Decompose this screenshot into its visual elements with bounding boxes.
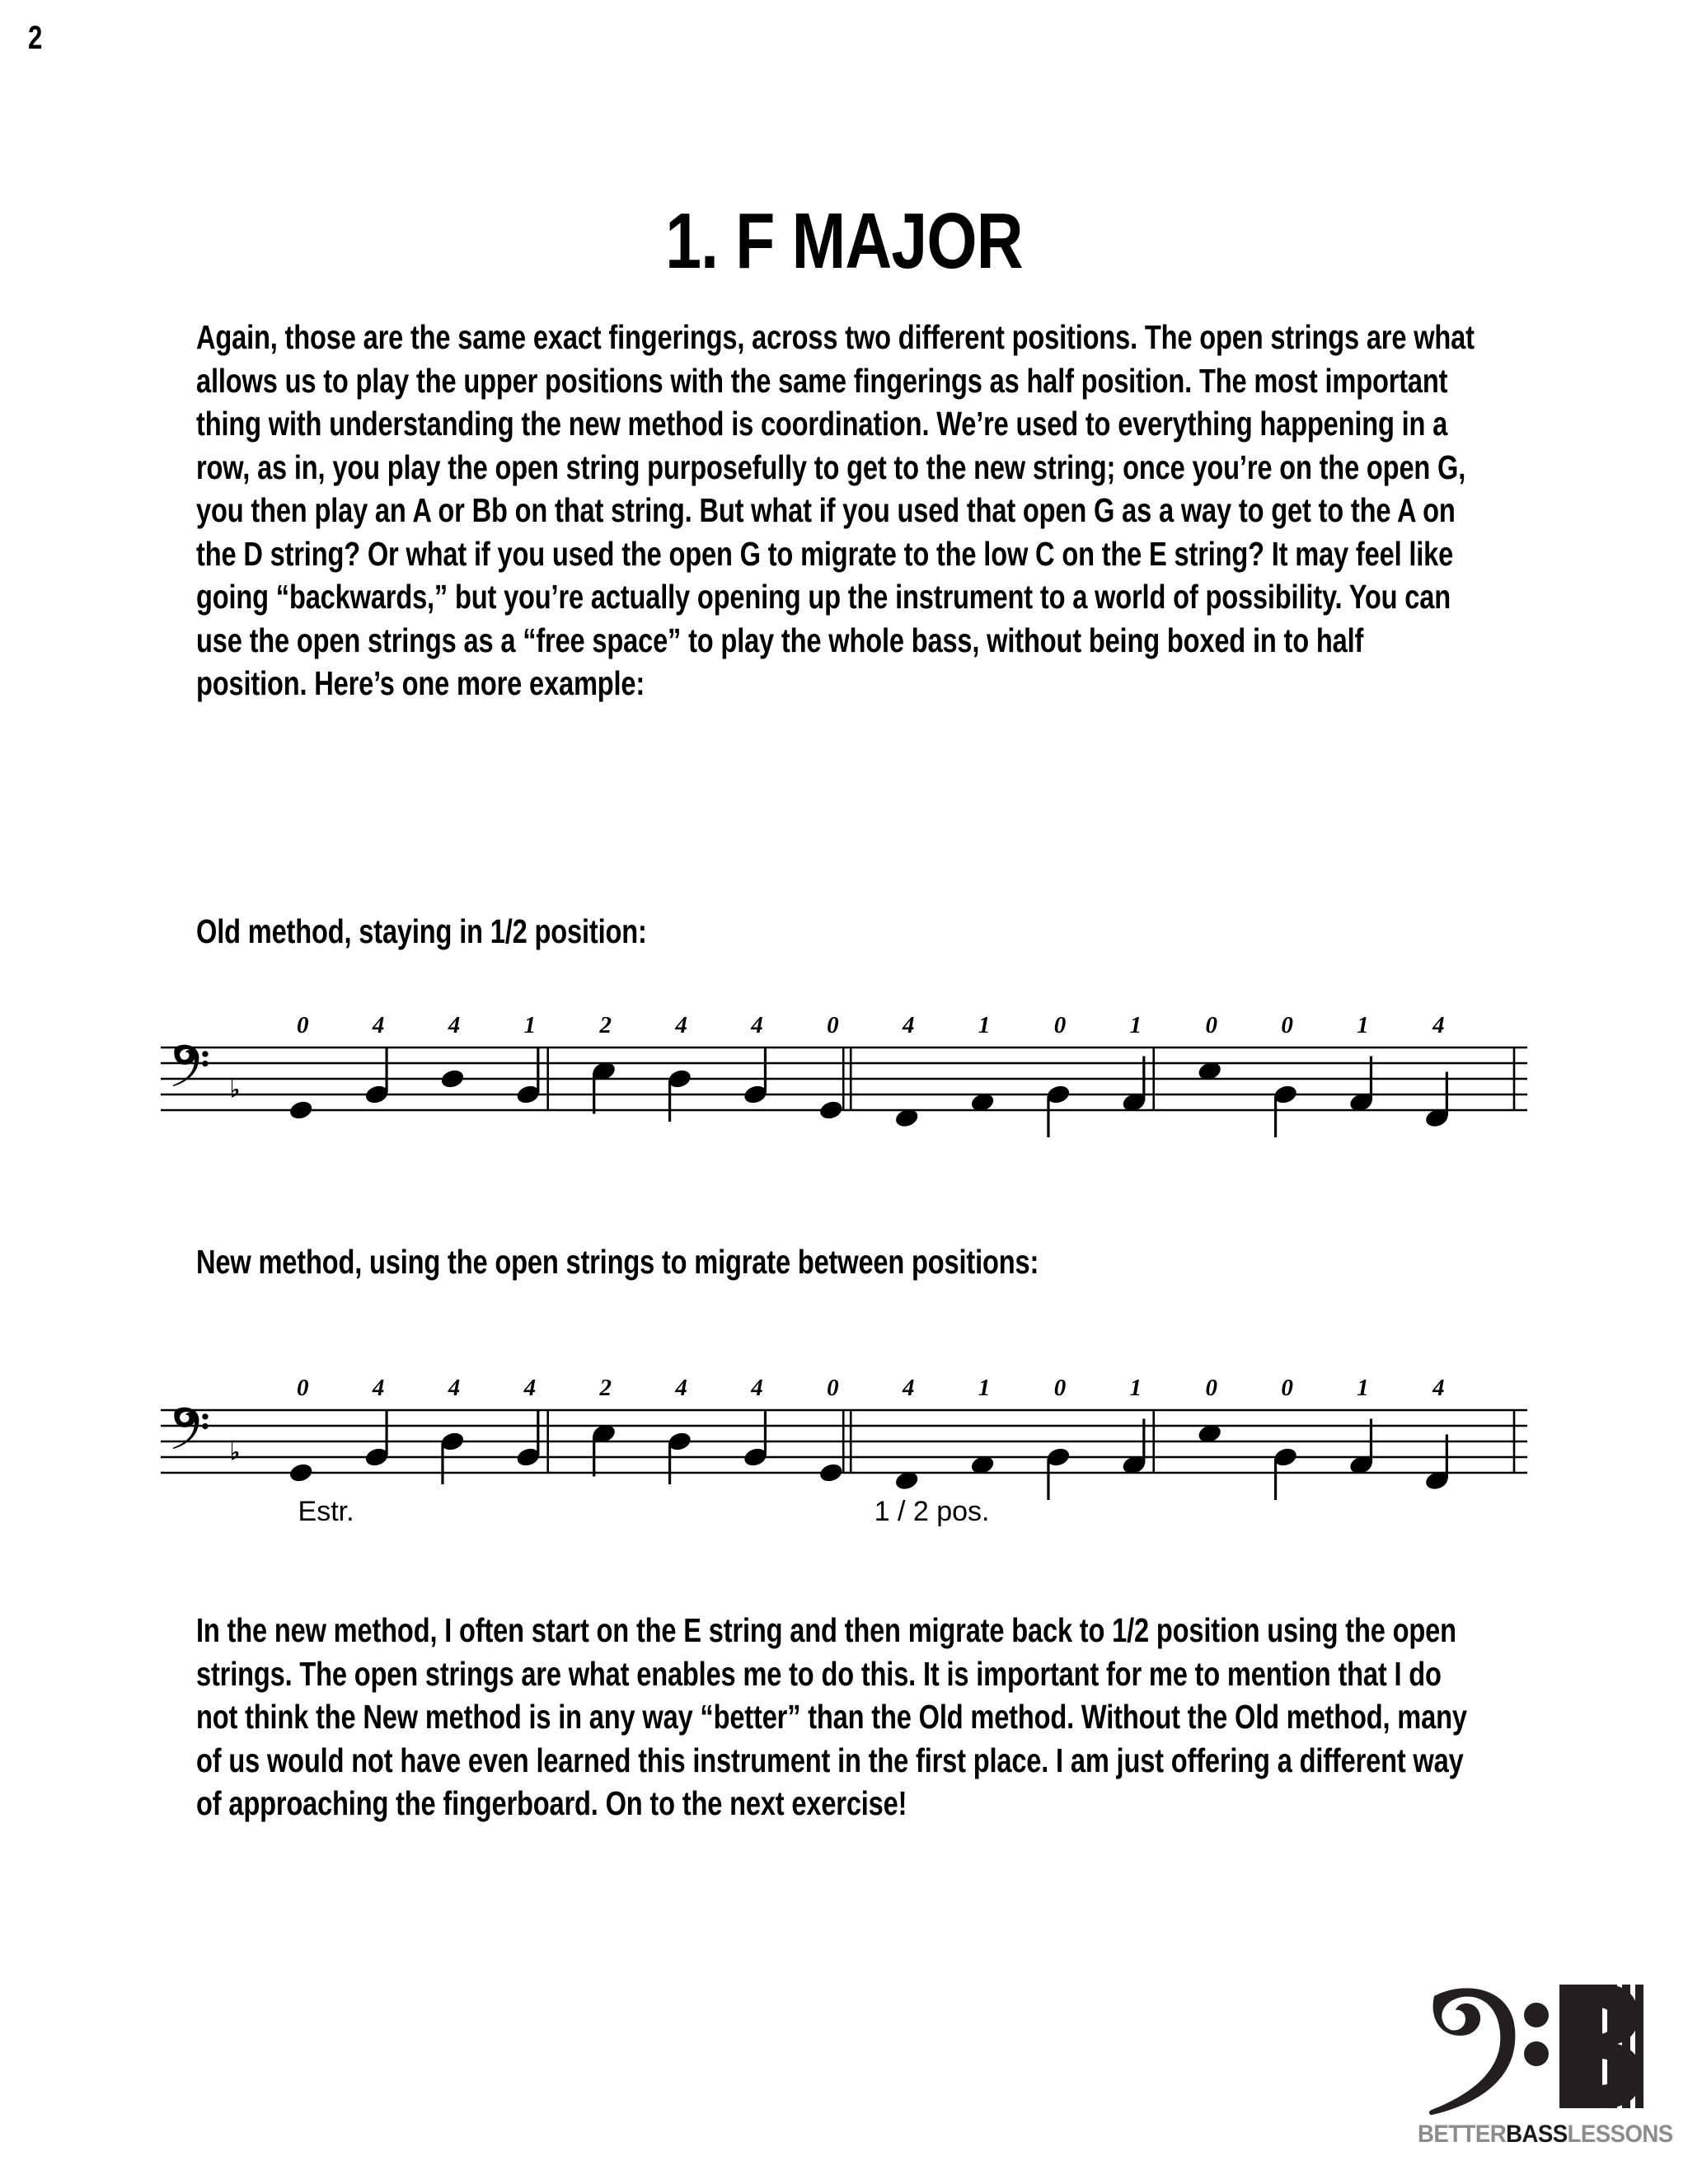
fingering-number: 0	[1053, 1012, 1067, 1038]
fingering-number: 1	[1129, 1012, 1142, 1038]
note	[1273, 1012, 1299, 1137]
fingering-number: 4	[902, 1375, 915, 1401]
heading-old-method: Old method, staying in 1/2 position:	[196, 912, 647, 950]
note	[742, 1375, 768, 1469]
note	[439, 1012, 466, 1090]
note	[893, 1375, 920, 1492]
note	[363, 1012, 390, 1106]
fingering-number: 1	[1129, 1375, 1142, 1401]
note	[288, 1375, 314, 1484]
note-head	[288, 1461, 314, 1483]
music-staff-old-method	[161, 1001, 1529, 1150]
staff-notation	[161, 1001, 1529, 1166]
note	[667, 1012, 693, 1122]
fingering-number: 1	[1357, 1375, 1369, 1401]
note	[818, 1375, 844, 1484]
note-head	[288, 1099, 314, 1121]
note-head	[439, 1067, 466, 1090]
fingering-number: 0	[1281, 1012, 1293, 1038]
outro-paragraph: In the new method, I often start on the E string and then migrate back to 1/2 position using the open strings. The open strings are what enables me to do this. It is important for me to mention that I do not think the New method is in any way “better” than the Old method. Without the Old method, many of us would not have even learned this instrument in the first place. I am just offering a different way of approaching the fingerboard. On to the next exercise!	[196, 1611, 1467, 1822]
fingering-number: 4	[372, 1012, 385, 1038]
note	[1045, 1375, 1071, 1500]
note	[667, 1375, 693, 1484]
logo-word-bass: BASS	[1506, 2121, 1568, 2148]
staff-notation	[161, 1364, 1529, 1529]
logo-wordmark	[1418, 2121, 1673, 2149]
note	[1423, 1375, 1450, 1492]
fingering-number: 4	[902, 1012, 915, 1038]
fingering-number: 4	[523, 1375, 537, 1401]
fingering-number: 4	[1432, 1375, 1445, 1401]
bass-clef-icon	[173, 1408, 209, 1449]
fingering-number: 0	[1205, 1012, 1217, 1038]
fingering-number: 0	[827, 1375, 839, 1401]
note	[818, 1012, 844, 1122]
fingering-number: 1	[1357, 1012, 1369, 1038]
note-head	[818, 1099, 844, 1121]
fingering-number: 1	[978, 1012, 991, 1038]
fingering-number: 4	[448, 1375, 461, 1401]
fingering-number: 0	[1053, 1375, 1067, 1401]
note	[893, 1012, 920, 1129]
staff-annotation: 1 / 2 pos.	[874, 1496, 990, 1527]
fingering-number: 4	[1432, 1012, 1445, 1038]
page-title: 1. F MAJOR	[665, 197, 1023, 285]
fingering-number: 4	[448, 1012, 461, 1038]
fingering-number: 4	[372, 1375, 385, 1401]
fingering-number: 2	[599, 1375, 612, 1401]
page-number: 2	[28, 20, 42, 56]
better-bass-lessons-logo	[1411, 1978, 1673, 2159]
music-staff-new-method	[161, 1364, 1529, 1529]
bass-clef-icon	[173, 1045, 209, 1086]
note	[1045, 1012, 1071, 1137]
note	[515, 1012, 542, 1106]
note-head	[818, 1461, 844, 1483]
bass-clef-logo-icon	[1411, 1978, 1658, 2122]
fingering-number: 4	[675, 1012, 687, 1038]
fingering-number: 2	[599, 1012, 612, 1038]
fingering-number: 0	[296, 1012, 309, 1038]
note	[439, 1375, 466, 1484]
logo-word-lessons: LESSONS	[1567, 2121, 1673, 2148]
logo-word-better: BETTER	[1418, 2121, 1507, 2148]
fingering-number: 0	[1205, 1375, 1217, 1401]
staff-annotation: Estr.	[298, 1496, 354, 1527]
fingering-number: 0	[827, 1012, 839, 1038]
note	[288, 1012, 314, 1122]
fingering-number: 4	[751, 1375, 763, 1401]
note	[363, 1375, 390, 1469]
note	[1273, 1375, 1299, 1500]
note	[1423, 1012, 1450, 1129]
note	[515, 1375, 542, 1469]
fingering-number: 0	[1281, 1375, 1293, 1401]
fingering-number: 4	[675, 1375, 687, 1401]
fingering-number: 1	[523, 1012, 537, 1038]
fingering-number: 1	[978, 1375, 991, 1401]
note	[742, 1012, 768, 1106]
fingering-number: 0	[296, 1375, 309, 1401]
intro-paragraph: Again, those are the same exact fingerings, across two different positions. The open strings are what allows us to play the upper positions with the same fingerings as half position. The most important thing with understanding the new method is coordination. We’re used to everything happening in a row, as in, you play the open string purposefully to get to the new string; once you’re on the open G, you then play an A or Bb on that string. But what if you used that open G as a way to get to the A on the D string? Or what if you used the open G to migrate to the low C on the E string? It may feel like going “backwards,” but you’re actually opening up the instrument to a world of possibility. You can use the open strings as a “free space” to play the whole bass, without being boxed in to half position. Here’s one more example:	[196, 318, 1475, 702]
heading-new-method: New method, using the open strings to migrate between positions:	[196, 1243, 1039, 1281]
fingering-number: 4	[751, 1012, 763, 1038]
